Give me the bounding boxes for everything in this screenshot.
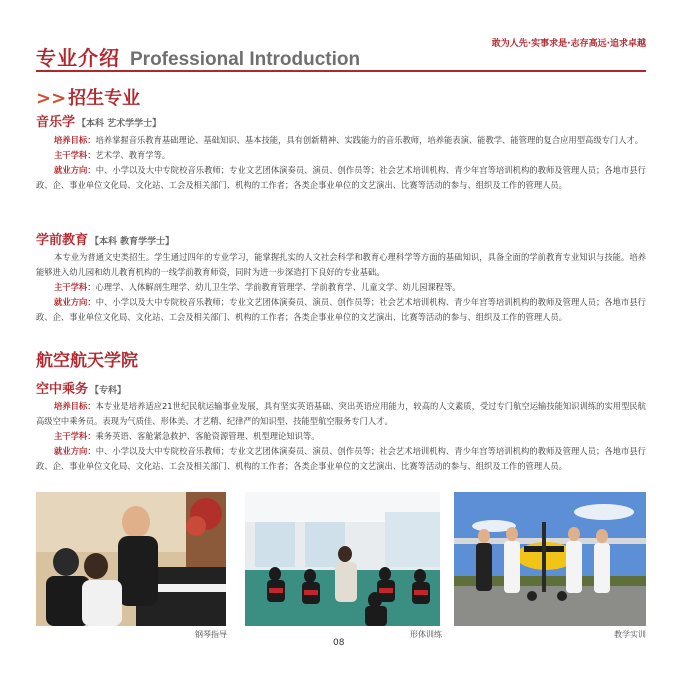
major-title [36,111,161,130]
major-degree: 【本科 教育学学士】 [90,237,175,247]
page-header [36,42,360,71]
aircraft-practice-photo [454,492,646,626]
college-heading: 航空航天学院 [36,351,138,371]
label: 主干学科： [54,282,96,292]
career-direction [36,163,646,193]
school-motto: 敢为人先·实事求是·志存高远·追求卓越 [491,39,646,49]
dance-training-photo [245,492,440,626]
major-description [36,133,646,193]
piano-lesson-photo [36,492,226,626]
header-divider [36,70,646,72]
label: 就业方向： [54,297,96,307]
major-degree: 【本科 艺术学学士】 [77,119,162,129]
major-degree: 【专科】 [90,386,127,396]
major-title [36,378,126,397]
text: 中、小学以及大中专院校音乐教师；专业文艺团体演奏员、演员、创作员等；社会艺术培训机构、青少年宫等培训机构的教师及管理人员；各地市县行政、企、事业单位文化局、文化站、工会及相关部门、机构的工作者；各类企事业单位的文艺演出、比赛等活动的参与、组织及工作的管理人员。 [36,297,646,322]
label: 就业方向： [54,446,96,456]
major-description [36,399,646,474]
label: 就业方向： [54,165,96,175]
training-goal [36,399,646,429]
double-chevron-icon: >> [36,88,67,109]
major-description [36,250,646,325]
major-name: 空中乘务 [36,382,89,397]
main-subjects [36,280,646,295]
text: 培养掌握音乐教育基础理论、基础知识、基本技能，具有创新精神、实践能力的音乐教师，培养能表演、能教学、能管理的复合应用型高级专门人才。 [95,135,644,145]
major-name: 音乐学 [36,115,76,130]
training-goal [36,133,646,148]
text: 本专业为普通文史类招生。学生通过四年的专业学习，能掌握扎实的人文社会科学和教育心理科学等方面的基础知识，具备全面的学前教育专业知识与技能。培养能够进入幼儿园和幼儿教育机构的一线学前教育师资，同时为进一步深造打下良好的专业基础。 [36,252,646,277]
page-number: 08 [333,638,345,648]
label: 主干学科： [54,150,96,160]
major-title [36,229,174,248]
label: 培养目标： [54,135,96,145]
photo-caption: 钢琴指导 [195,630,227,639]
text: 本专业是培养适应21世纪民航运输事业发展，具有坚实英语基础、突出英语应用能力，较高的人文素质，受过专门航空运输技能知识训练的实用型民航高级空中乘务员。表现为气质佳、形体美、才艺精、纪律严的知识型、技能型航空服务专门人才。 [36,401,646,426]
photo-caption: 教学实训 [614,630,646,639]
major-intro [36,250,646,280]
text: 中、小学以及大中专院校音乐教师；专业文艺团体演奏员、演员、创作员等；社会艺术培训机构、青少年宫等培训机构的教师及管理人员；各地市县行政、企、事业单位文化局、文化站、工会及相关部门、机构的工作者；各类企事业单位的文艺演出、比赛等活动的参与、组织及工作的管理人员。 [36,446,646,471]
main-subjects [36,148,646,163]
text: 艺术学、教育学等。 [95,150,171,160]
page-title: 专业介绍 [36,46,120,70]
text: 乘务英语、客舱紧急救护、客舱资源管理、机型理论知识等。 [95,431,320,441]
label: 主干学科： [54,431,96,441]
main-subjects [36,429,646,444]
section-heading [36,84,140,110]
page-title-english: Professional Introduction [130,49,361,70]
text: 心理学、人体解剖生理学、幼儿卫生学、学前教育管理学、学前教育学、儿童文学、幼儿园课程等。 [95,282,461,292]
text: 中、小学以及大中专院校音乐教师；专业文艺团体演奏员、演员、创作员等；社会艺术培训机构、青少年宫等培训机构的教师及管理人员；各地市县行政、企、事业单位文化局、文化站、工会及相关部门、机构的工作者；各类企事业单位的文艺演出、比赛等活动的参与、组织及工作的管理人员。 [36,165,646,190]
major-name: 学前教育 [36,233,89,248]
career-direction [36,295,646,325]
photo-caption: 形体训练 [410,630,442,639]
career-direction [36,444,646,474]
section-title: 招生专业 [68,88,141,109]
label: 培养目标： [54,401,96,411]
